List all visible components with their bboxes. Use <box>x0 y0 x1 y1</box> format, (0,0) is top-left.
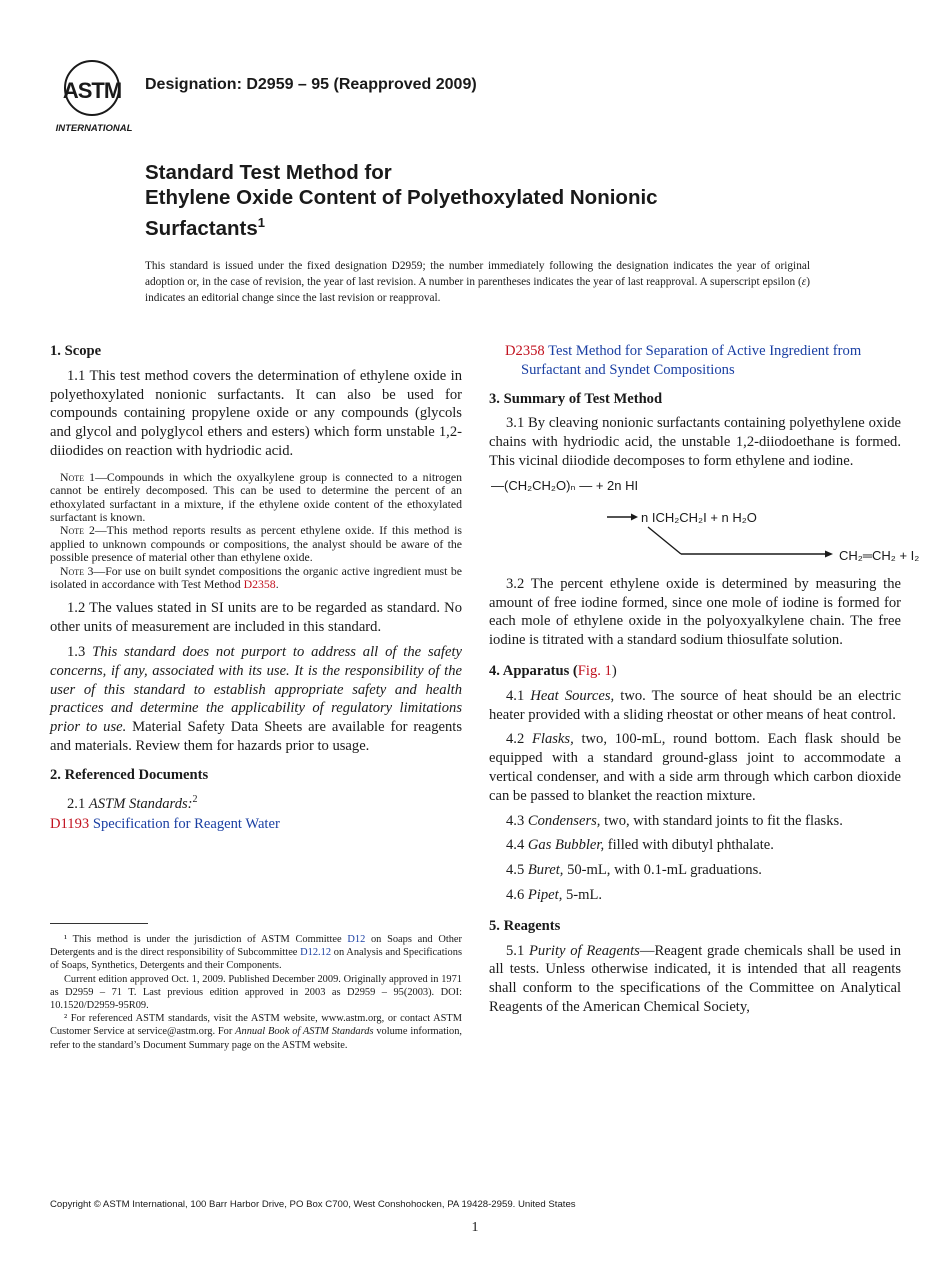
p4-5-rest: 50-mL, with 0.1-mL graduations. <box>563 862 762 879</box>
apparatus-heading-text: 4. Apparatus ( <box>489 662 578 679</box>
apparatus-heading-end: ) <box>611 662 617 679</box>
preamble <box>145 258 810 306</box>
page-number: 1 <box>471 1220 479 1235</box>
p4-2-italic: Flasks, <box>531 731 574 748</box>
note-2-label: Note 2 <box>60 523 95 538</box>
p5-1-rest: —Reagent grade chemicals shall be used in all tests. Unless otherwise indicated, it is intended that all reagents shall conform to the specifications of the Committee on Analytical Reagents of the American Chemical Society, <box>489 942 901 1015</box>
paragraph-2-1-sup: 2 <box>192 793 198 805</box>
logo-subtext: INTERNATIONAL <box>55 123 133 134</box>
paragraph-2-1 <box>50 791 462 814</box>
note-1-label: Note 1 <box>60 469 96 484</box>
paragraph-1-2: 1.2 The values stated in SI units are to be regarded as standard. No other units of measurement are included in this standard. <box>50 600 462 636</box>
note-2-text: —This method reports results as percent ethylene oxide. If this method is applied to unknown compounds or compositions, the analyst should be aware of the possible presence of material other than ethylene oxide. <box>50 523 462 565</box>
right-column <box>489 342 920 1023</box>
left-column <box>50 342 462 834</box>
preamble-epsilon: ε <box>801 276 807 288</box>
title-footnote-mark: 1 <box>257 215 266 230</box>
title-line-3: Surfactants <box>145 216 258 240</box>
p4-1-num: 4.1 <box>506 687 531 704</box>
p4-5-num: 4.5 <box>506 862 528 879</box>
reference-d1193-title-link[interactable]: Specification for Reagent Water <box>89 816 280 833</box>
paragraph-1-1: 1.1 This test method covers the determination of ethylene oxide in polyethoxylated nonionic surfactants. It can also be used for compounds containing propylene oxide or any compounds (glycols and glycol and polyglycol ethers and esters) which form unstable 1,2-diiodides on reaction with hydriodic acid. <box>50 367 462 459</box>
footnote-2-text-a: ² For referenced ASTM standards, visit the ASTM website, www.astm.org, or contact ASTM Customer Service at service@astm.org. For <box>50 1013 462 1038</box>
copyright-notice: Copyright © ASTM International, 100 Barr Harbor Drive, PO Box C700, West Conshohocken, PA 19428-2959. United States <box>50 1199 576 1210</box>
paragraph-4-5 <box>489 861 901 880</box>
p4-6-num: 4.6 <box>506 886 528 903</box>
title-line-2: Ethylene Oxide Content of Polyethoxylated Nonionic <box>145 186 658 209</box>
reaction-equation <box>489 477 920 565</box>
summary-heading: 3. Summary of Test Method <box>489 390 663 407</box>
reaction-intermediate: n ICH₂CH₂I + n H₂O <box>641 509 757 525</box>
paragraph-1-3-rest: Material Safety Data Sheets are available for reagents and materials. Review them for hazards prior to usage. <box>50 719 463 755</box>
p4-1-rest: two. The source of heat should be an electric heater provided with a sliding rheostat or other means of heat control. <box>489 687 902 723</box>
note-2 <box>50 524 462 564</box>
reagents-heading: 5. Reagents <box>489 917 561 934</box>
note-3-end: . <box>275 577 279 592</box>
note-3 <box>50 565 462 592</box>
paragraph-1-3-num: 1.3 <box>67 644 93 661</box>
p4-4-num: 4.4 <box>506 837 528 854</box>
astm-logo <box>52 58 136 134</box>
paragraph-2-1-italic: ASTM Standards: <box>88 795 193 812</box>
footnote-1-text-a: ¹ This method is under the jurisdiction of ASTM Committee <box>64 934 348 945</box>
footnote-1 <box>50 933 462 973</box>
designation: Designation: D2959 – 95 (Reapproved 2009) <box>145 76 477 93</box>
reaction-reactants: —(CH₂CH₂O)ₙ — + 2n HI <box>491 477 639 493</box>
paragraph-3-2: 3.2 The percent ethylene oxide is determined by measuring the amount of free iodine formed, since one mole of iodine is formed for each mole of ethylene oxide in the polyoxyalkylene chain. The free iodine is titrated with a standard sodium thiosulfate solution. <box>489 575 901 649</box>
apparatus-heading <box>489 662 901 681</box>
footnote-1-edition: Current edition approved Oct. 1, 2009. Published December 2009. Originally approved in 1971 as D2959 – 71 T. Last previous edition approved in 2003 as D2959 – 95(2003). DOI: 10.1520/D2959-95R09. <box>50 973 462 1012</box>
scope-heading: 1. Scope <box>50 343 102 359</box>
paragraph-4-4 <box>489 836 901 855</box>
p4-3-italic: Condensers, <box>527 812 601 829</box>
footnote-1-text-c: on Analysis and Specifications of Soaps, Synthetics, Detergents and their Components. <box>50 947 462 972</box>
footnote-1-link-d12-12[interactable]: D12.12 <box>300 947 332 959</box>
paragraph-3-1: 3.1 By cleaving nonionic surfactants containing polyethylene oxide chains with hydriodic acid, the unstable 1,2-diiodoethane is formed. This vicinal diiodide decomposes to form ethylene and iodine. <box>489 415 901 469</box>
reaction-products: CH₂═CH₂ + I₂ <box>839 547 920 563</box>
paragraph-2-1-num: 2.1 <box>67 795 89 812</box>
notes <box>50 471 462 592</box>
paragraph-4-2 <box>489 730 901 805</box>
reference-d1193-code-link[interactable]: D1193 <box>50 816 90 833</box>
p4-3-rest: two, with standard joints to fit the flasks. <box>600 812 843 829</box>
p4-1-italic: Heat Sources, <box>530 687 615 704</box>
paragraph-1-3-italic: This standard does not purport to address all of the safety concerns, if any, associated with its use. It is the responsibility of the user of this standard to establish appropriate safety and health practices and determine the applicability of regulatory limitations prior to use. <box>50 644 462 736</box>
apparatus-fig-1-link[interactable]: Fig. 1 <box>577 662 612 679</box>
p4-6-rest: 5-mL. <box>562 886 603 903</box>
p4-2-num: 4.2 <box>506 731 532 748</box>
note-1-text: —Compounds in which the oxyalkylene group is connected to a nitrogen cannot be entirely decomposed. This can be used to determine the percent of an ethoxylated surfactant in a mixture, if the ethylene oxide content of the ethoxylated surfactant is known. <box>50 469 462 524</box>
p4-5-italic: Buret, <box>527 862 564 879</box>
preamble-text-1: This standard is issued under the fixed designation D2959; the number immediately following the designation indicates the year of original adoption or, in the case of revision, the year of last revision. A number in parentheses indicates the year of last reapproval. A superscript epsilon ( <box>145 260 810 288</box>
note-3-text: —For use on built syndet compositions the organic active ingredient must be isolated in accordance with Test Method <box>50 563 462 592</box>
preamble-text-2: ) indicates an editorial change since the last revision or reapproval. <box>145 276 810 304</box>
note-3-link-d2358[interactable]: D2358 <box>243 577 276 592</box>
logo-text: ASTM <box>62 78 122 103</box>
p4-4-rest: filled with dibutyl phthalate. <box>604 837 774 854</box>
reference-d1193 <box>50 815 462 834</box>
paragraph-1-3 <box>50 643 462 756</box>
paragraph-5-1 <box>489 942 901 1017</box>
footnote-2-text-b: volume information, refer to the standard’s Document Summary page on the ASTM website. <box>50 1026 462 1051</box>
p4-4-italic: Gas Bubbler, <box>527 837 605 854</box>
p5-1-num: 5.1 <box>506 942 529 959</box>
footnotes <box>50 933 462 1052</box>
paragraph-4-3 <box>489 812 901 831</box>
reference-d2358 <box>489 342 901 380</box>
document-title <box>145 160 865 241</box>
p4-6-italic: Pipet, <box>527 886 563 903</box>
footnote-2-italic: Annual Book of ASTM Standards <box>235 1026 374 1038</box>
p4-3-num: 4.3 <box>506 812 528 829</box>
paragraph-4-1 <box>489 687 901 725</box>
reference-d2358-title-link[interactable]: Test Method for Separation of Active Ingredient from Surfactant and Syndet Compositions <box>521 343 862 378</box>
paragraph-4-6 <box>489 886 901 905</box>
note-3-label: Note 3 <box>60 563 94 578</box>
note-1 <box>50 471 462 525</box>
footnote-1-link-d12[interactable]: D12 <box>347 934 366 945</box>
title-line-1: Standard Test Method for <box>145 161 392 184</box>
referenced-heading: 2. Referenced Documents <box>50 766 209 783</box>
p4-2-rest: two, 100-mL, round bottom. Each flask should be equipped with a standard ground-glass joint to accommodate a vertical condenser, and with a side arm through which carbon dioxide can be passed to blanket the reaction mixture. <box>489 731 901 804</box>
reference-d2358-code-link[interactable]: D2358 <box>505 343 545 359</box>
footnote-rule <box>50 923 148 924</box>
footnote-2 <box>50 1012 462 1052</box>
footnote-1-text-b: on Soaps and Other Detergents and is the direct responsibility of Subcommittee <box>50 934 462 959</box>
p5-1-italic: Purity of Reagents <box>529 942 640 959</box>
